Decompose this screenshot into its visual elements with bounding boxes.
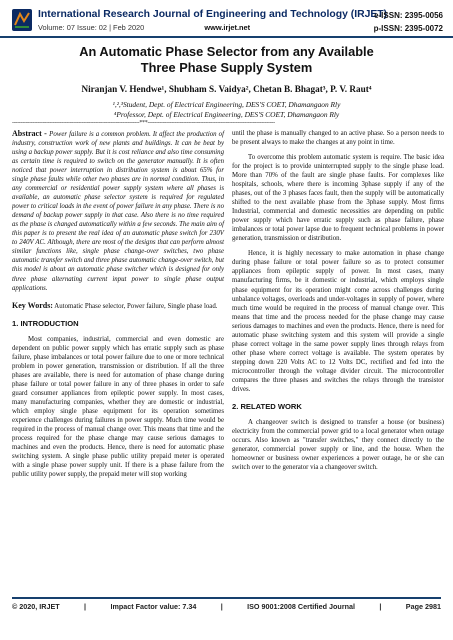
keywords-label: Key Words: [12,300,53,310]
abstract-text: Power failure is a common problem. It affect the production of industry, construction work of new plants and buildings. It can be beat by using a backup power supply. But it is cost reliance and also time consuming as certain time is required to switch on the generator manually. It is often noticed that power interruption in distribution system is about 65% for single phase faults while other two phases are in normal condition. Thus, in any commercial or residential power supply system where all phases is available, an automatic phase selector system is required for regulated power to critical loads in the event of power failure in any phase. There is no demand of backup power supply in that case. Also there is no time required as the phase is changed automatically within a few seconds. The main aim of this paper is to present the real idea of an automatic phase switch for 230V to 240V AC. Although, there are most of the designs that can perform almost similar functions like, single phase change-over switches, two phase automatic transfer switch and three phase automatic change-over switch, but this model is about an automatic phase switcher which is designed for only three phase alternating current input power to single phase output applications. [12,131,224,292]
paper-title [0,44,453,76]
footer-separator: | [220,602,223,611]
section-heading-related-work: 2. RELATED WORK [232,401,302,411]
header-rule [0,36,453,38]
right-column [232,129,444,472]
irjet-logo [12,9,32,31]
body-paragraph-2: Hence, it is highly necessary to make automation in phase change during phase failure or total power failure so as to protect consumer appliances from epileptic supply of power. In most cases, many manufacturing firms, be it domestic or industrial, which employs single phase equipment for its operation might come across challenges during unbalance voltages, overloads and under-voltages in supply of power, where much time would be required in the process of manual change over. This means that time and the process needed for the phase change may cause serious damages to machines and even the products. Hence, there is need for automatic phase switching system and this system will provide a single phase correct voltage in the same power supply lines through relays from other phase where correct voltage is available. The system operates by stepping down 220 Volts AC to 12 Volts DC, rectified and fed into the microcontroller through the voltage divider circuit. The microcontroller compares the three phases and switches the relays through the transistor drives. [232,250,444,393]
left-column [12,129,224,479]
volume-issue: Volume: 07 Issue: 02 | Feb 2020 [38,23,145,32]
footer-separator: | [84,602,87,611]
footer-impact-factor: Impact Factor value: 7.34 [110,602,197,611]
keywords [12,301,224,311]
affiliation-professor: ⁴Professor, Dept. of Electrical Engineering, DES'S COET, Dhamangaon Rly [113,110,340,119]
journal-name: International Research Journal of Engineering and Technology (IRJET) [38,9,388,20]
issn-block [374,9,443,35]
footer-rule [12,597,441,599]
introduction-paragraph: Most companies, industrial, commercial and even domestic are dependent on public power supply which has erratic supply such as phase failure, phase imbalances or total power failure due to one or more technical problem in power generation, transmission or distribution. If all the three phases are available, there is need for automation of phase change during phase failure or total power failure in any of three phases in order to safe guard consumer appliances from epileptic power supply. In most cases, many manufacturing companies, whether they are domestic or industrial, which employ single phase equipment for its operation sometimes experience challenges during failures in power supply. Much time would be required in the process of manual change over. This means that time and the process required for the phase change may cause serious damages to machines and even the products. Hence, there is need for automatic phase switching system. A single phase public utility prepaid meter is operated with a single phase power supply unit. If there is a phase failure from the public utility power supply, the prepaid meter will stop working [12,335,224,479]
volume-issue-line [38,23,250,32]
footer-iso: ISO 9001:2008 Certified Journal [247,602,355,611]
footer-copyright: © 2020, IRJET [12,602,60,611]
section-heading-introduction: 1. INTRODUCTION [12,318,79,328]
footer-separator: | [379,602,382,611]
title-line-1: An Automatic Phase Selector from any Available [79,44,374,59]
e-issn: e-ISSN: 2395-0056 [374,11,443,20]
footer-page-number: Page 2981 [405,602,441,611]
p-issn: p-ISSN: 2395-0072 [373,24,443,33]
affiliation-students: ¹,²,³Student, Dept. of Electrical Engineering, DES'S COET, Dhamangaon Rly [112,100,341,109]
title-line-2: Three Phase Supply System [140,60,313,75]
body-paragraph-1: To overcome this problem automatic system is require. The basic idea for the project is to provide uninterrupted supply to the single phase load. More than 70% of the fault are single phase faults. For complexes like hospitals, schools, where there is incoming 3phase supply if any of the phases, out of the 3 phases faces fault, then the supply will be automatically shifted to the next available phase from the 3phase supply. Most firms Industrial, commercial and domestic necessities are depending on public power supply which have erratic supply such as phase failure, phase imbalances or total power lapse due to frequent technical problems in power generation, transmission or distribution. [232,154,444,243]
website-link[interactable]: www.irjet.net [204,23,251,32]
abstract-label: Abstract - [12,129,50,138]
continued-paragraph: until the phase is manually changed to an active phase. So a person needs to be present always to make the changes at any point in time. [232,130,444,147]
abstract [12,129,224,293]
separator-line: ---------------------------------------------------------------------------***--------------------------------------------------------------------------- [12,120,275,126]
page-footer [12,602,441,611]
keywords-text: Automatic Phase selector, Power failure, Single phase load. [52,302,218,310]
authors: Niranjan V. Hendwe¹, Shubham S. Vaidya², Chetan B. Bhagat³, P. V. Raut⁴ [81,84,372,94]
related-work-paragraph: A changeover switch is designed to transfer a house (or business) electricity from the commercial power grid to a local generator when outage occurs. Also known as "transfer switches," they connect directly to the generator, commercial power supply or line, and the house. When the homeowner or business owner experiences a power outage, he or she can switch over to the generator via a changeover switch. [232,418,444,472]
